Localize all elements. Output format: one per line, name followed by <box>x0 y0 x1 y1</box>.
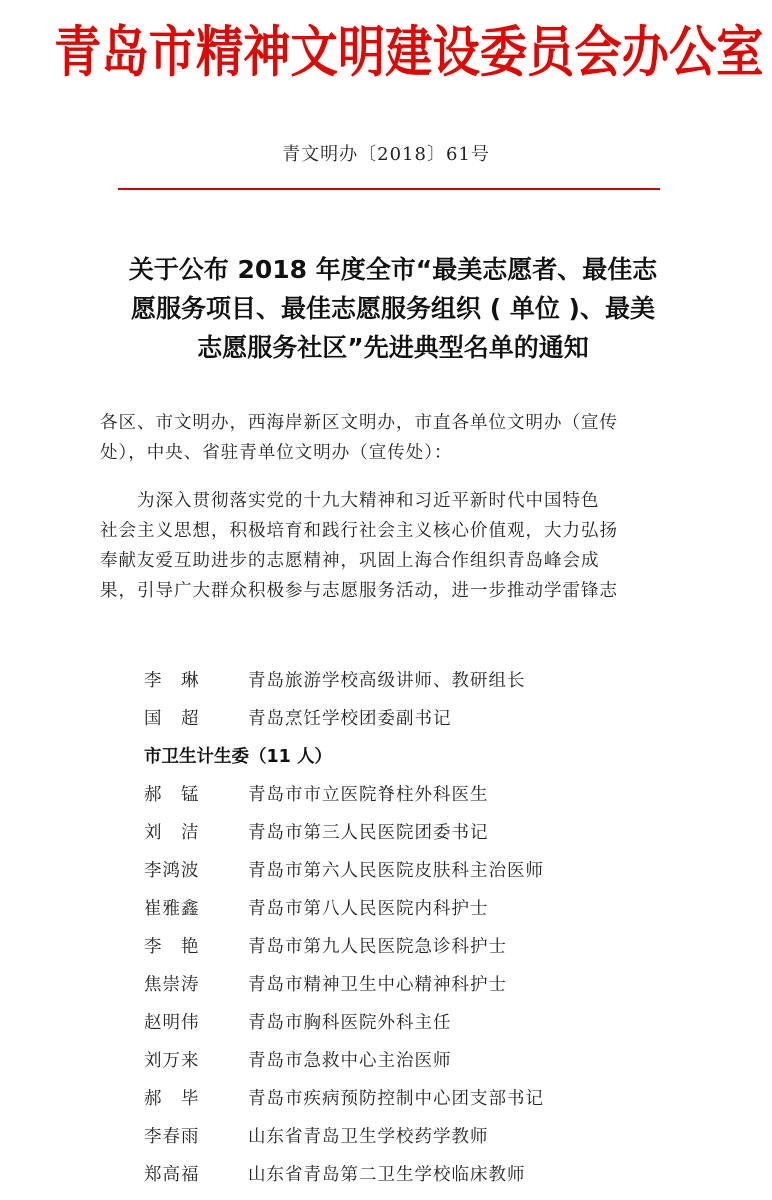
honoree-position: 青岛市急救中心主治医师 <box>248 1051 452 1071</box>
honoree-position: 青岛市第三人民医院团委书记 <box>248 823 489 843</box>
roster-row <box>144 1004 704 1042</box>
honoree-name: 刘 洁 <box>144 823 200 843</box>
honoree-name: 郝 毕 <box>144 1089 200 1109</box>
roster-row <box>144 776 704 814</box>
honoree-name: 李春雨 <box>144 1127 200 1147</box>
roster-row <box>144 890 704 928</box>
paragraph-line: 奉献友爱互助进步的志愿精神，巩固上海合作组织青岛峰会成 <box>100 551 600 571</box>
notice-title-line: 愿服务项目、最佳志愿服务组织 ( 单位 )、最美 <box>131 294 655 323</box>
honoree-name: 赵明伟 <box>144 1013 200 1033</box>
addressee-line: 各区、市文明办，西海岸新区文明办，市直各单位文明办（宣传 <box>100 413 618 433</box>
roster-group-header: 市卫生计生委（11 人） <box>144 747 332 767</box>
honoree-position: 青岛市胸科医院外科主任 <box>248 1013 452 1033</box>
honoree-position: 青岛市第九人民医院急诊科护士 <box>248 937 507 957</box>
honoree-position: 青岛烹饪学校团委副书记 <box>248 709 452 729</box>
roster-row <box>144 928 704 966</box>
honoree-position: 青岛旅游学校高级讲师、教研组长 <box>248 671 526 691</box>
roster-row <box>144 700 704 738</box>
honoree-name: 郑高福 <box>144 1165 200 1185</box>
roster-row <box>144 1118 704 1156</box>
honoree-position: 山东省青岛卫生学校药学教师 <box>248 1127 489 1147</box>
roster-row <box>144 966 704 1004</box>
honoree-name: 李 艳 <box>144 937 200 957</box>
honoree-roster <box>144 662 704 1194</box>
addressee-block <box>100 408 680 468</box>
roster-row <box>144 1080 704 1118</box>
honoree-position: 青岛市精神卫生中心精神科护士 <box>248 975 507 995</box>
honoree-position: 青岛市市立医院脊柱外科医生 <box>248 785 489 805</box>
intro-paragraph <box>100 486 680 606</box>
roster-row <box>144 662 704 700</box>
paragraph-line: 为深入贯彻落实党的十九大精神和习近平新时代中国特色 <box>100 491 600 511</box>
addressee-line: 处），中央、省驻青单位文明办（宣传处）： <box>100 443 453 463</box>
honoree-name: 焦崇涛 <box>144 975 200 995</box>
honoree-position: 青岛市第八人民医院内科护士 <box>248 899 489 919</box>
notice-title-line: 关于公布 2018 年度全市“最美志愿者、最佳志 <box>128 255 658 284</box>
honoree-position: 山东省青岛第二卫生学校临床教师 <box>248 1165 526 1185</box>
honoree-name: 崔雅鑫 <box>144 899 200 919</box>
honoree-name: 李 琳 <box>144 671 200 691</box>
roster-row <box>144 814 704 852</box>
honoree-name: 郝 锰 <box>144 785 200 805</box>
paragraph-line: 社会主义思想，积极培育和践行社会主义核心价值观，大力弘扬 <box>100 521 618 541</box>
red-separator-line <box>118 188 660 190</box>
honoree-name: 国 超 <box>144 709 200 729</box>
honoree-position: 青岛市疾病预防控制中心团支部书记 <box>248 1089 544 1109</box>
roster-row <box>144 852 704 890</box>
roster-row <box>144 1042 704 1080</box>
document-number: 青文明办〔2018〕61号 <box>282 144 490 165</box>
notice-title <box>98 250 688 367</box>
honoree-position: 青岛市第六人民医院皮肤科主治医师 <box>248 861 544 881</box>
paragraph-line: 果，引导广大群众积极参与志愿服务活动，进一步推动学雷锋志 <box>100 581 618 601</box>
issuing-organization-header: 青岛市精神文明建设委员会办公室 <box>54 20 764 84</box>
honoree-name: 刘万来 <box>144 1051 200 1071</box>
roster-row <box>144 1156 704 1194</box>
notice-title-line: 志愿服务社区”先进典型名单的通知 <box>197 333 589 362</box>
honoree-name: 李鸿波 <box>144 861 200 881</box>
